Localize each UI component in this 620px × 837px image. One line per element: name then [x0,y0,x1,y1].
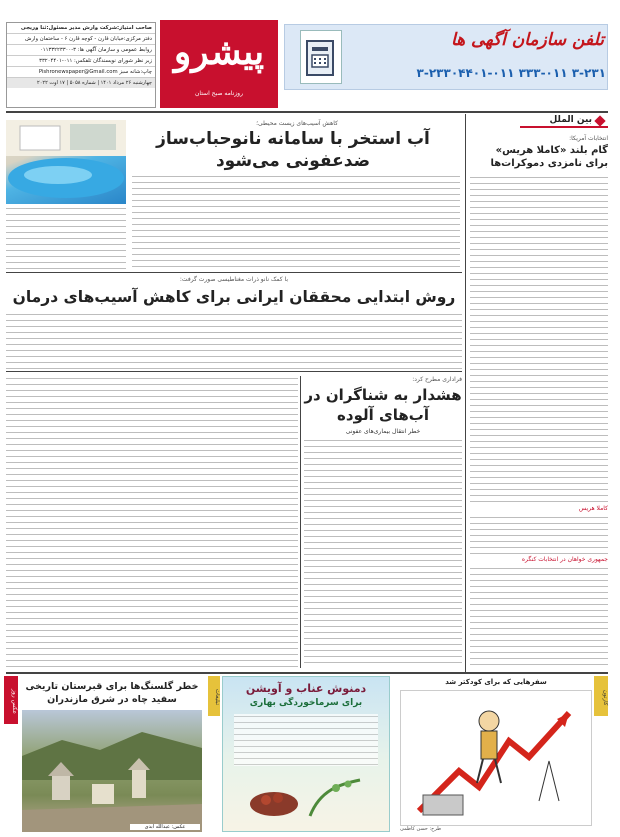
cartoon-label: کارتون [594,676,608,716]
bottom-divider [6,672,608,674]
history-photo [22,710,202,832]
red-note: کاملا هریس [578,505,608,512]
pool-body-side [6,206,126,270]
intl-body-2 [470,515,608,555]
info-line: روابط عمومی و سازمان آگهی ها: ۳-۰۱۱۳۳۲۲۳۳۰۰ [7,45,155,56]
photo-label: عکس روز [4,676,18,724]
pool-photo [6,120,126,204]
herb-image [240,770,372,822]
info-line: چهارشنبه ۲۶ مرداد ۱۴۰۱ | شماره ۵۰۵۸ | ۱۷ اوت ۲۰۲۲ [7,78,155,88]
col-divider [300,376,301,668]
intl-kicker: انتخابات آمریکا: [569,135,608,142]
ad-title: دمنوش عناب و آویشن [245,682,367,695]
pool-title: آب استخر با سامانه نانوحباب‌ساز ضدعفونی می‌شود [156,129,430,171]
history-title: خطر گلسنگ‌ها برای قبرستان تاریخی سفید چاه در شرق مازندران [25,681,199,705]
cancer-kicker: با کمک نانو ذرات مغناطیسی صورت گرفت: [179,276,289,283]
ad-label: تبلیغات [208,676,220,716]
masthead-info [6,22,156,108]
cartoon-credit: طرح: حسن کاظمی [400,826,442,832]
intl-label: بین الملل [549,115,592,125]
photo-credit: عکس: عبدالله ابدی [130,824,200,830]
intl-title: گام بلند «کاملا هریس» برای نامزدی دموکرات‌ها [490,145,608,169]
ad-body [234,714,378,766]
masthead-divider [6,111,608,113]
col-divider [465,114,466,672]
pool-kicker: کاهش آسیب‌های زیست محیطی؛ [256,120,338,127]
ad-subtitle: برای سرماخوردگی بهاری [249,698,363,708]
ad-phone-numbers: ۳-۲۳۱ ۳۳۳-۰۱۱ ۳-۲۳۳۰۴۴۰۱-۰۱۱ [416,66,606,80]
ad-phone-title: تلفن سازمان آگهی ها [450,30,604,50]
intl-body-3 [470,566,608,668]
newspaper-logo: پیشرو [173,31,265,73]
swim-subtitle: خطر انتقال بیماری‌های عفونی [345,428,421,435]
info-line: Pishronewspaper@Gmail.com چاپ:شانه سبز [7,67,155,78]
red-note: جمهوری خواهان در انتخابات کنگره [521,556,608,563]
cartoon-image [400,690,592,826]
cartoon-title: سفرهایی که برای کودکتر شد [445,678,547,686]
column-body [6,376,298,668]
intl-body [470,175,608,505]
cancer-title: روش ابتدایی محققان ایرانی برای کاهش آسیب‌های درمان [12,288,456,306]
pool-body [132,174,460,270]
info-line: زیر نظر شورای نویسندگان تلفکس: ۰۱۱-۳۳۲۰۴۴۰۱ [7,56,155,67]
info-line: صاحب امتیاز:شرکت وارش مدیر مسئول:ثنا وریجی [7,23,155,34]
swim-kicker: فراداری مطرح کرد: [412,376,462,383]
info-line: دفتر مرکزی:خیابان قارن - کوچه قارن ۶ - ساختمان وارش [7,34,155,45]
phone-icon [300,30,342,84]
swim-title: هشدار به شناگران در آب‌های آلوده [304,386,462,424]
logo-subtitle: روزنامه صبح استان [195,90,243,97]
row-divider [6,371,462,372]
swim-body [304,438,462,668]
cancer-body [6,312,462,370]
row-divider [6,272,462,273]
